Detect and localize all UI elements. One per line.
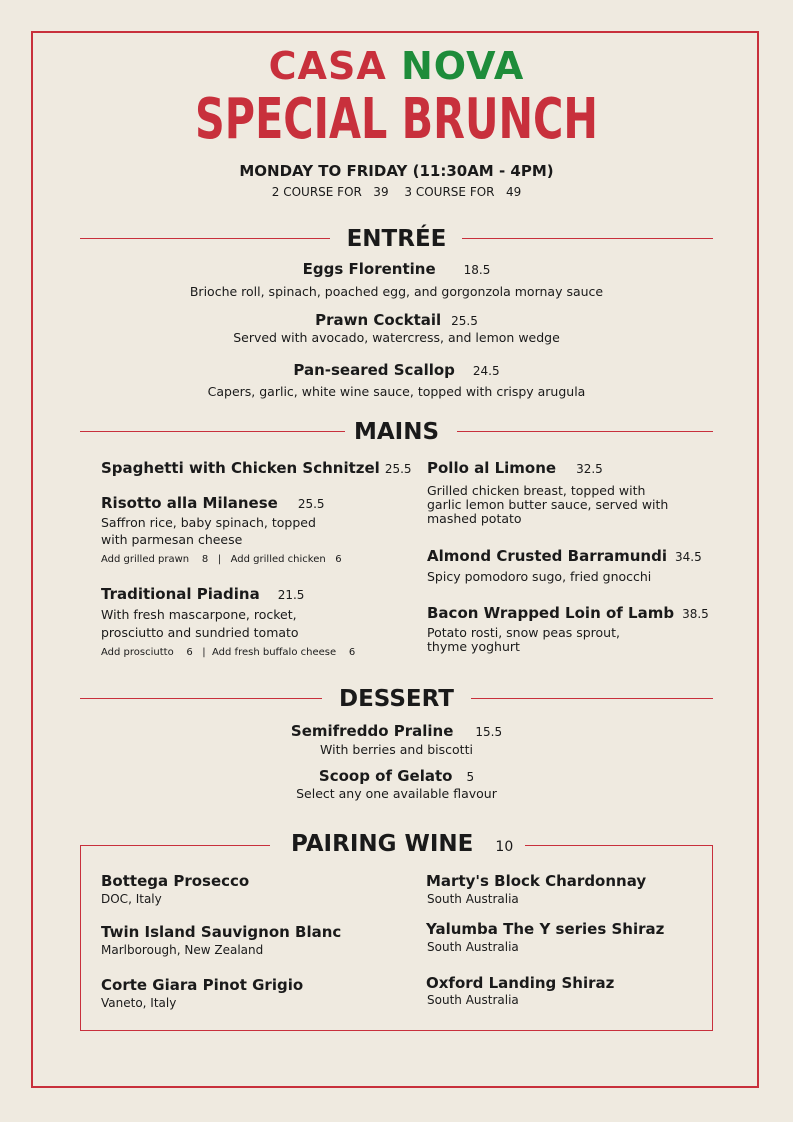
- item-price: 5: [466, 770, 475, 784]
- wine-region: South Australia: [427, 940, 519, 954]
- item-description: garlic lemon butter sauce, served with: [427, 497, 669, 512]
- item-price: 25.5: [451, 314, 478, 328]
- item-description: With berries and biscotti: [320, 742, 473, 757]
- two-course-price: 2 COURSE FOR 39: [271, 185, 389, 199]
- menu-item: [0, 311, 793, 330]
- course-pricing: [0, 185, 793, 199]
- wine-name: Oxford Landing Shiraz: [426, 974, 615, 992]
- item-name: Eggs Florentine: [302, 260, 436, 278]
- wine-name: Marty's Block Chardonnay: [426, 872, 647, 890]
- item-description: With fresh mascarpone, rocket,: [101, 607, 297, 622]
- wine-region: Marlborough, New Zealand: [101, 943, 264, 957]
- item-name: Almond Crusted Barramundi: [427, 547, 667, 565]
- item-description: Potato rosti, snow peas sprout,: [427, 625, 620, 640]
- wine-name: Twin Island Sauvignon Blanc: [101, 923, 342, 941]
- item-name: Bacon Wrapped Loin of Lamb: [427, 604, 675, 622]
- item-name: Risotto alla Milanese: [101, 494, 278, 512]
- item-price: 18.5: [463, 263, 491, 277]
- menu-item: [101, 459, 412, 478]
- item-name: Pollo al Limone: [427, 459, 557, 477]
- brand-part-2: NOVA: [400, 44, 525, 88]
- menu-item: [0, 767, 793, 786]
- wine-name: Corte Giara Pinot Grigio: [101, 976, 304, 994]
- mains-heading: MAINS: [353, 419, 440, 445]
- wine-region: DOC, Italy: [101, 892, 162, 906]
- item-description: thyme yoghurt: [427, 639, 520, 654]
- wine-heading: [291, 830, 513, 861]
- item-price: 15.5: [475, 725, 503, 739]
- menu-item: [427, 604, 709, 623]
- page-title: SPECIAL BRUNCH: [195, 87, 598, 152]
- item-description: Saffron rice, baby spinach, topped: [101, 515, 316, 530]
- entree-heading: ENTRÉE: [346, 226, 447, 252]
- item-description: with parmesan cheese: [101, 532, 243, 547]
- menu-item: [0, 361, 793, 380]
- menu-item: [0, 260, 793, 279]
- item-description: prosciutto and sundried tomato: [101, 625, 299, 640]
- menu-item: [427, 459, 603, 478]
- item-price: 24.5: [472, 364, 500, 378]
- menu-item: [101, 585, 304, 604]
- wine-region: Vaneto, Italy: [101, 996, 177, 1010]
- item-addons: Add prosciutto 6 | Add fresh buffalo cheese 6: [101, 647, 356, 658]
- brand-part-1: CASA: [268, 44, 387, 88]
- item-description: Spicy pomodoro sugo, fried gnocchi: [427, 569, 652, 584]
- item-price: 38.5: [682, 607, 709, 621]
- item-description: Served with avocado, watercress, and lemon wedge: [233, 330, 560, 345]
- menu-item: [0, 722, 793, 741]
- item-name: Spaghetti with Chicken Schnitzel: [101, 459, 380, 477]
- item-name: Pan-seared Scallop: [293, 361, 455, 379]
- wine-region: South Australia: [427, 892, 519, 906]
- menu-item: [427, 547, 702, 566]
- wine-region: South Australia: [427, 993, 519, 1007]
- item-addons: Add grilled prawn 8 | Add grilled chicken 6: [101, 554, 342, 565]
- wine-name: Yalumba The Y series Shiraz: [426, 920, 665, 938]
- brand-logo: [0, 44, 793, 88]
- item-price: 21.5: [277, 588, 305, 602]
- item-name: Prawn Cocktail: [315, 311, 442, 329]
- item-name: Scoop of Gelato: [318, 767, 453, 785]
- item-name: Traditional Piadina: [101, 585, 260, 603]
- item-description: Capers, garlic, white wine sauce, topped with crispy arugula: [207, 384, 586, 399]
- item-price: 25.5: [384, 462, 412, 476]
- item-price: 25.5: [297, 497, 325, 511]
- item-name: Semifreddo Praline: [290, 722, 454, 740]
- item-description: Brioche roll, spinach, poached egg, and gorgonzola mornay sauce: [189, 284, 604, 299]
- dessert-heading: DESSERT: [339, 686, 454, 712]
- menu-item: [101, 494, 325, 513]
- schedule: MONDAY TO FRIDAY (11:30AM - 4PM): [239, 162, 554, 180]
- item-description: mashed potato: [427, 511, 522, 526]
- item-price: 32.5: [576, 462, 603, 476]
- item-description: Grilled chicken breast, topped with: [427, 483, 646, 498]
- wine-heading-text: PAIRING WINE: [291, 831, 474, 857]
- item-price: 34.5: [674, 550, 702, 564]
- wine-price: 10: [495, 839, 514, 855]
- wine-name: Bottega Prosecco: [101, 872, 250, 890]
- three-course-price: 3 COURSE FOR 49: [404, 185, 522, 199]
- item-description: Select any one available flavour: [296, 786, 497, 801]
